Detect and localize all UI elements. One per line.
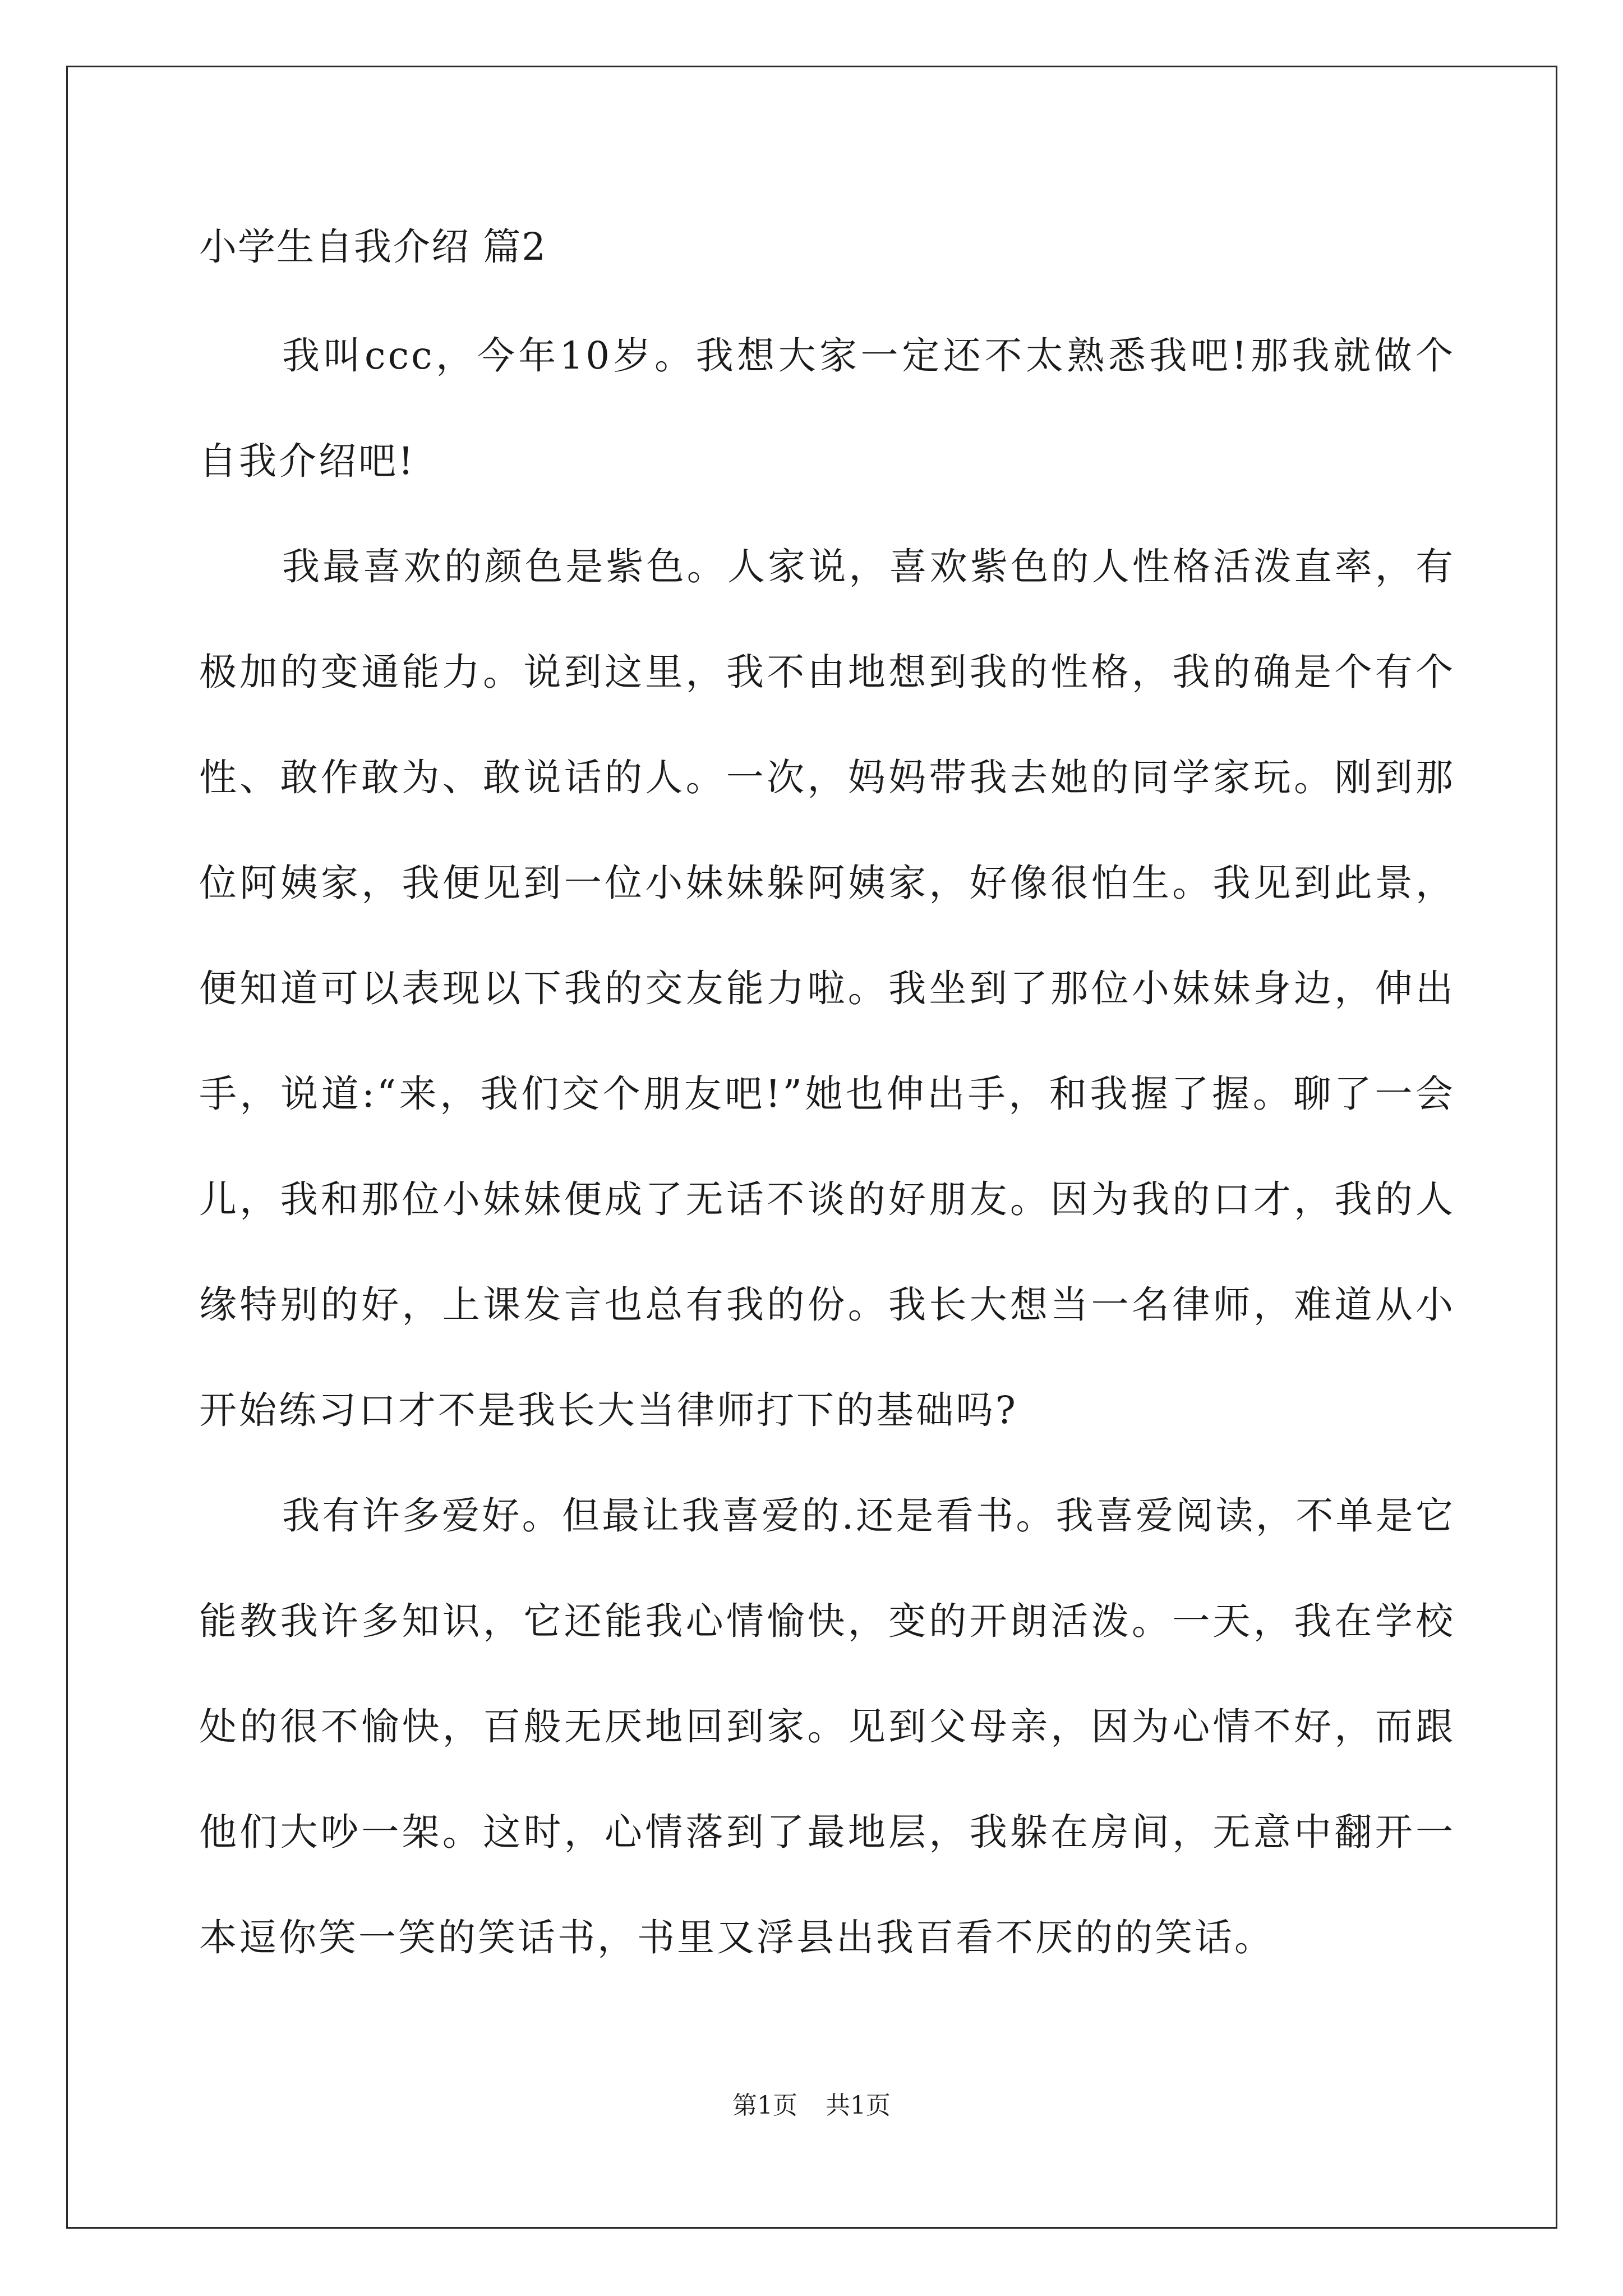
paragraph-3: 我有许多爱好。但最让我喜爱的.还是看书。我喜爱阅读，不单是它能教我许多知识，它还能我心情愉快，变的开朗活泼。一天，我在学校处的很不愉快，百般无厌地回到家。见到父母亲，因为心情不好，而跟他们大吵一架。这时，心情落到了最地层，我躲在房间，无意中翻开一本逗你笑一笑的笑话书，书里又浮县出我百看不厌的的笑话。 <box>199 1494 1455 1959</box>
document-body <box>199 213 1455 1990</box>
paragraph-2: 我最喜欢的颜色是紫色。人家说，喜欢紫色的人性格活泼直率，有极加的变通能力。说到这里，我不由地想到我的性格，我的确是个有个性、敢作敢为、敢说话的人。一次，妈妈带我去她的同学家玩。刚到那位阿姨家，我便见到一位小妹妹躲阿姨家，好像很怕生。我见到此景，便知道可以表现以下我的交友能力啦。我坐到了那位小妹妹身边，伸出手，说道:“来，我们交个朋友吧!”她也伸出手，和我握了握。聊了一会儿，我和那位小妹妹便成了无话不谈的好朋友。因为我的口才，我的人缘特别的好，上课发言也总有我的份。我长大想当一名律师，难道从小开始练习口才不是我长大当律师打下的基础吗? <box>199 545 1455 1432</box>
page-total: 共1页 <box>826 2091 891 2120</box>
page-footer <box>0 2089 1623 2123</box>
page-number: 第1页 <box>732 2091 797 2120</box>
paragraph-1: 我叫ccc，今年10岁。我想大家一定还不太熟悉我吧!那我就做个自我介绍吧! <box>199 334 1455 483</box>
document-title: 小学生自我介绍 篇2 <box>199 225 547 269</box>
